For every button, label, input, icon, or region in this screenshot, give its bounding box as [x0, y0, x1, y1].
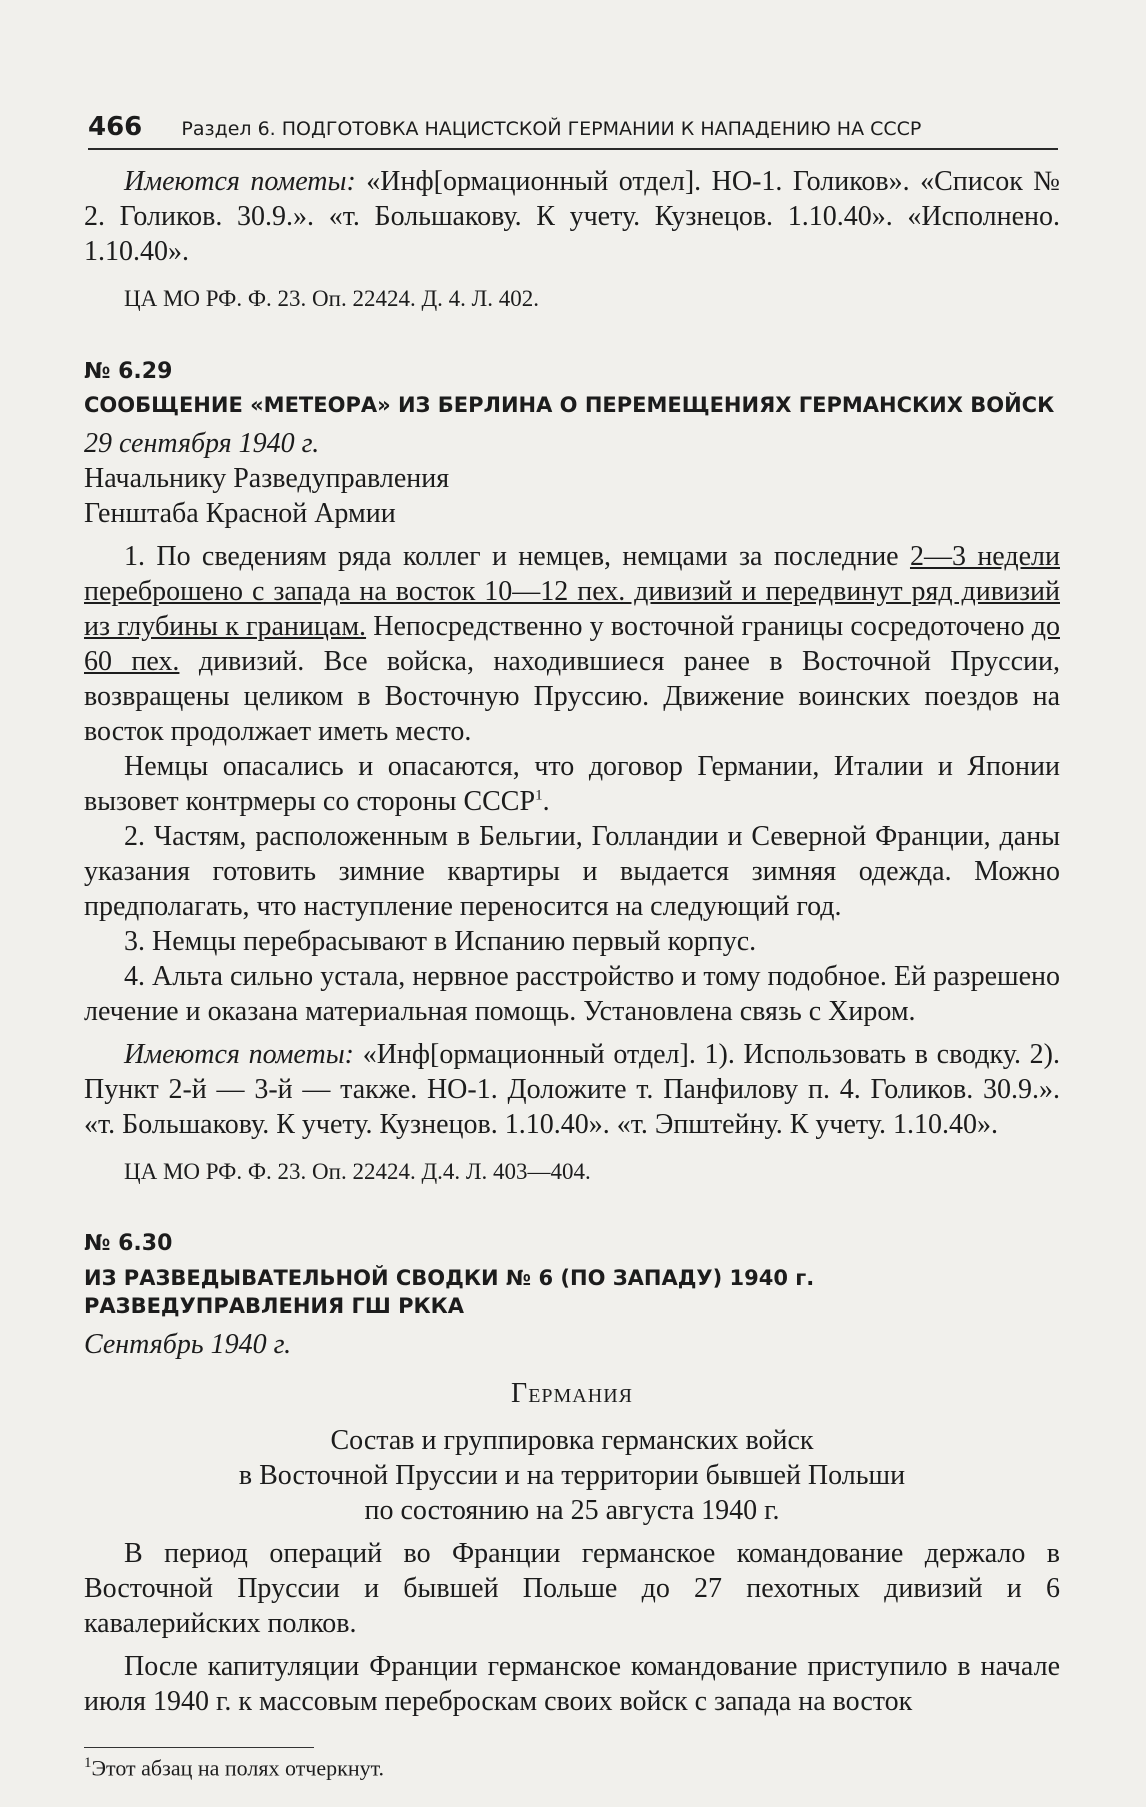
footnote-divider: [84, 1747, 314, 1748]
archive-source: ЦА МО РФ. Ф. 23. Оп. 22424. Д.4. Л. 403—404.: [124, 1158, 591, 1184]
body-paragraph: После капитуляции Франции германское командование приступило в начале июля 1940 г. к массовым переброскам своих войск с запада на восток: [84, 1650, 1060, 1717]
underlined-text: до 60 пех.: [84, 610, 1060, 677]
note-text: «Инф[ормационный отдел]. 1). Использовать в сводку. 2). Пункт 2-й — 3-й — также. НО-1. Доложите т. Панфилову п. 4. Голиков. 30.9.». «т. Большакову. К учету. Кузнецов. 1.10.40». «т. Эпштейну. К учету. 1.10.40».: [84, 1038, 1060, 1140]
document-title-line: РАЗВЕДУПРАВЛЕНИЯ ГШ РККА: [84, 1294, 465, 1319]
document-number: № 6.30: [84, 1231, 173, 1257]
document-title: [84, 1264, 1060, 1321]
body-paragraph: [84, 539, 1060, 749]
note-text: «Инф[ормационный отдел]. НО-1. Голиков». «Список № 2. Голиков. 30.9.». «т. Большакову. К учету. Кузнецов. 1.10.40». «Исполнено. 1.10.40».: [84, 166, 1061, 267]
document-number: № 6.29: [84, 358, 173, 384]
body-paragraph: 4. Альта сильно устала, нервное расстройство и тому подобное. Ей разрешено лечение и оказана материальная помощь. Установлена связь с Хиром.: [84, 960, 1060, 1027]
addressee-line: Генштаба Красной Армии: [84, 497, 396, 529]
page-content: [84, 164, 1060, 1781]
footnote-mark: 1: [84, 1754, 92, 1771]
footnote: [84, 1754, 1060, 1782]
footnote-text: Этот абзац на полях отчеркнут.: [91, 1754, 385, 1780]
page-number: 466: [88, 112, 143, 142]
text-run: .: [542, 785, 550, 817]
subheading-line: по состоянию на 25 августа 1940 г.: [364, 1494, 780, 1526]
note-paragraph: [84, 1037, 1060, 1142]
document-title-line: ИЗ РАЗВЕДЫВАТЕЛЬНОЙ СВОДКИ № 6 (ПО ЗАПАДУ) 1940 г.: [84, 1265, 815, 1290]
text-run: 1. По сведениям ряда коллег и немцев, немцами за последние: [124, 540, 910, 572]
document-date: Сентябрь 1940 г.: [84, 1328, 292, 1360]
underlined-text: 2—3 недели переброшено с запада на восток 10—12 пех. дивизий и передвинут ряд дивизий из глубины к границам.: [84, 540, 1060, 642]
body-paragraph: 2. Частям, расположенным в Бельгии, Голландии и Северной Франции, даны указания готовить зимние квартиры и выдается зимняя одежда. Можно предполагать, что наступление переносится на следующий год.: [84, 820, 1060, 922]
document-title: СООБЩЕНИЕ «МЕТЕОРА» ИЗ БЕРЛИНА О ПЕРЕМЕЩЕНИЯХ ГЕРМАНСКИХ ВОЙСК: [84, 393, 1055, 418]
subheading-line: Состав и группировка германских войск: [330, 1424, 814, 1456]
section-heading: Германия: [511, 1377, 633, 1409]
body-paragraph: [84, 749, 1060, 819]
body-paragraph: В период операций во Франции германское командование держало в Восточной Пруссии и бывшей Польше до 27 пехотных дивизий и 6 кавалерийских полков.: [84, 1537, 1060, 1639]
text-run: Непосредственно у восточной границы сосредоточено: [366, 610, 1032, 642]
note-label: Имеются пометы:: [124, 166, 356, 197]
section-title: Раздел 6. ПОДГОТОВКА НАЦИСТСКОЙ ГЕРМАНИИ К НАПАДЕНИЮ НА СССР: [181, 118, 922, 140]
note-paragraph: [84, 164, 1060, 269]
running-header: [88, 112, 1058, 150]
document-date: 29 сентября 1940 г.: [84, 427, 320, 459]
footnote-ref: 1: [535, 787, 543, 804]
addressee-line: Начальнику Разведуправления: [84, 462, 450, 494]
text-run: дивизий. Все войска, находившиеся ранее в Восточной Пруссии, возвращены целиком в Восточную Пруссию. Движение воинских поездов на восток продолжает иметь место.: [84, 645, 1061, 747]
archive-source: ЦА МО РФ. Ф. 23. Оп. 22424. Д. 4. Л. 402.: [124, 286, 539, 311]
body-paragraph: 3. Немцы перебрасывают в Испанию первый корпус.: [124, 925, 757, 957]
note-label: Имеются пометы:: [124, 1038, 354, 1070]
text-run: Немцы опасались и опасаются, что договор Германии, Италии и Японии вызовет контрмеры со стороны СССР: [84, 750, 1060, 817]
subheading-line: в Восточной Пруссии и на территории бывшей Польши: [238, 1459, 906, 1491]
